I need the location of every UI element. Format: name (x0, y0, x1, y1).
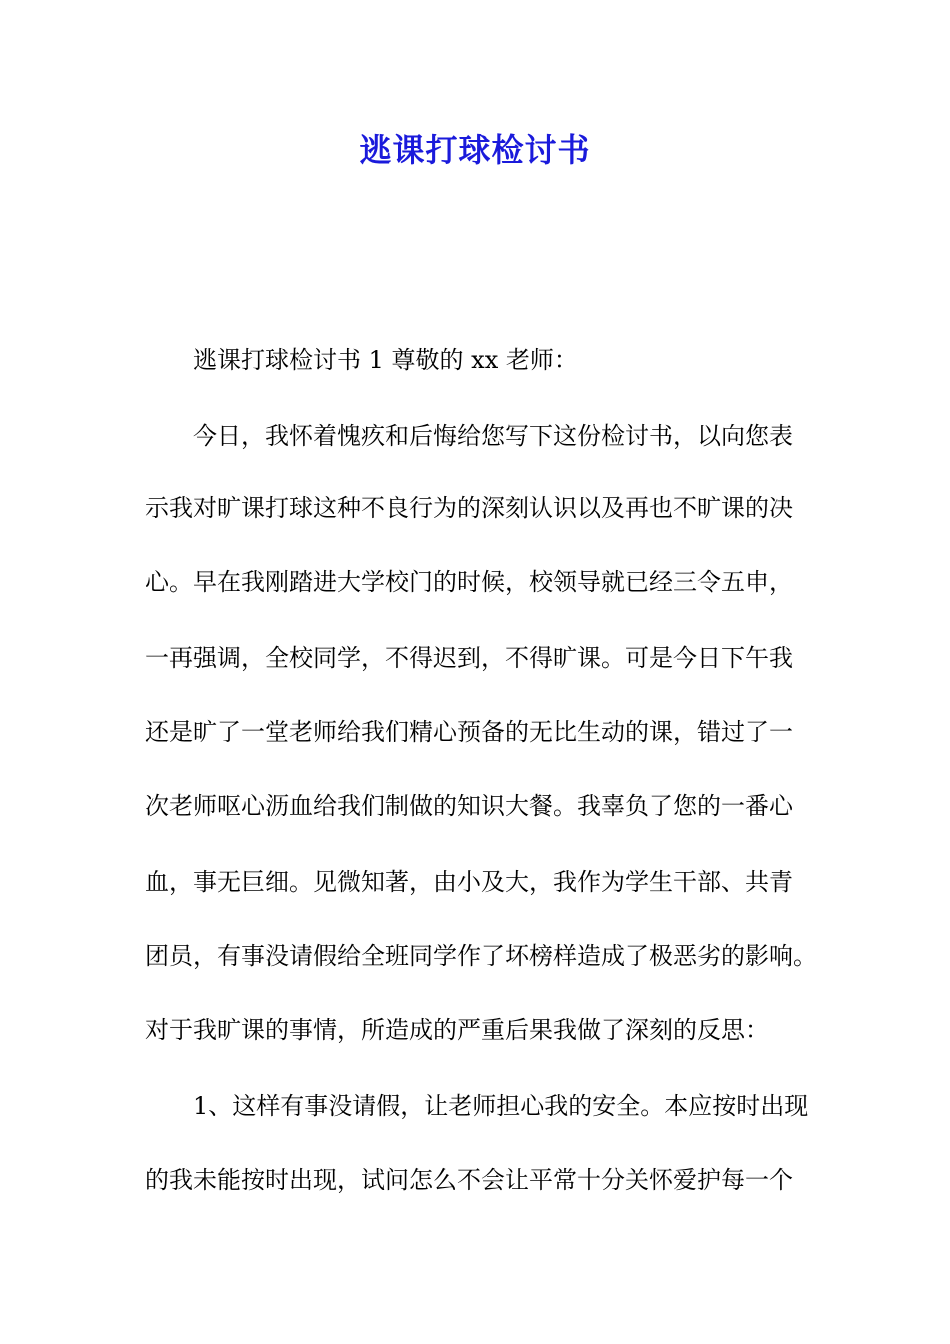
paragraph-line: 示我对旷课打球这种不良行为的深刻认识以及再也不旷课的决 (145, 494, 793, 522)
paragraph-line: 今日，我怀着愧疚和后悔给您写下这份检讨书，以向您表 (193, 422, 793, 450)
salutation-line: 逃课打球检讨书 1 尊敬的 xx 老师： (193, 346, 578, 374)
paragraph-line: 血，事无巨细。见微知著，由小及大，我作为学生干部、共青 (145, 868, 793, 896)
document-title: 逃课打球检讨书 (359, 131, 591, 169)
paragraph-line: 还是旷了一堂老师给我们精心预备的无比生动的课，错过了一 (145, 718, 793, 746)
paragraph-line: 次老师呕心沥血给我们制做的知识大餐。我辜负了您的一番心 (145, 792, 793, 820)
paragraph-line: 团员，有事没请假给全班同学作了坏榜样造成了极恶劣的影响。 (145, 942, 817, 970)
paragraph-line: 对于我旷课的事情，所造成的严重后果我做了深刻的反思： (145, 1016, 769, 1044)
paragraph-line: 心。早在我刚踏进大学校门的时候，校领导就已经三令五申， (145, 568, 793, 596)
paragraph-line: 1、这样有事没请假，让老师担心我的安全。本应按时出现 (193, 1092, 809, 1120)
paragraph-line: 的我未能按时出现，试问怎么不会让平常十分关怀爱护每一个 (145, 1166, 793, 1194)
paragraph-line: 一再强调，全校同学，不得迟到，不得旷课。可是今日下午我 (145, 644, 793, 672)
